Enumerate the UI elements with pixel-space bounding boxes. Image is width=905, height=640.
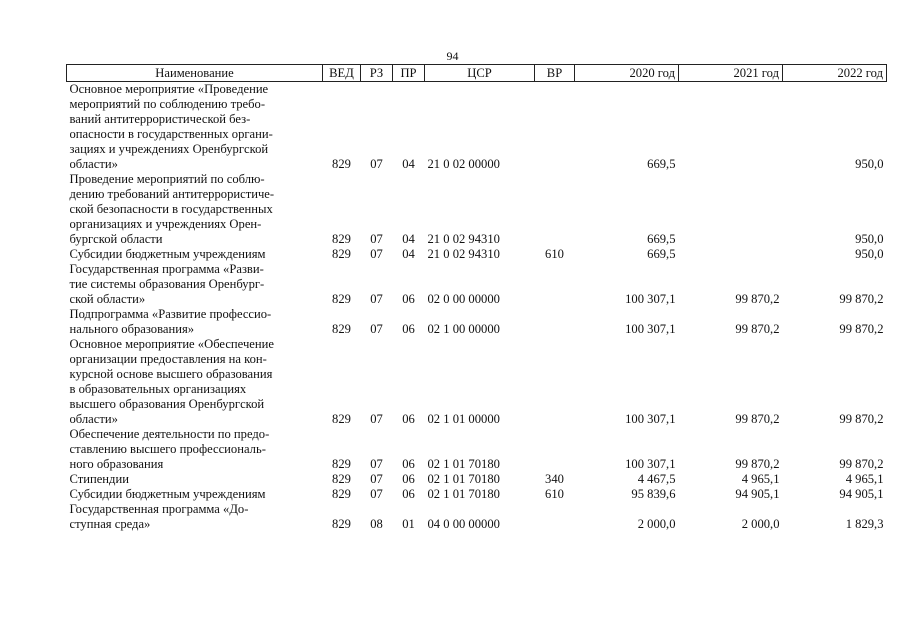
name-line: дению требований антитеррористиче- (69, 187, 275, 201)
name-line: ступная среда» (69, 517, 151, 531)
cell-pr: 04 (402, 157, 415, 171)
cell-2020: 100 307,1 (625, 292, 676, 306)
cell-ved: 829 (332, 457, 351, 471)
header-name: Наименование (67, 65, 323, 82)
name-line: Обеспечение деятельности по предо- (69, 427, 270, 441)
cell-name (67, 472, 323, 487)
cell-2021 (679, 82, 783, 173)
cell-2022: 4 965,1 (845, 472, 884, 486)
cell-2022: 99 870,2 (839, 457, 884, 471)
cell-csr: 02 0 00 00000 (427, 292, 500, 306)
name-line: Государственная программа «Разви- (69, 262, 264, 276)
name-line: Подпрограмма «Развитие профессио- (69, 307, 272, 321)
name-line: в образовательных организациях (69, 382, 247, 396)
cell-vr (535, 307, 575, 337)
cell-pr: 06 (402, 412, 415, 426)
name-line: Основное мероприятие «Обеспечение (69, 337, 274, 351)
cell-rz: 08 (370, 517, 383, 531)
cell-ved: 829 (332, 232, 351, 246)
cell-vr (535, 82, 575, 173)
cell-rz: 07 (370, 157, 383, 171)
name-line: Основное мероприятие «Проведение (69, 82, 269, 96)
cell-2020: 100 307,1 (625, 322, 676, 336)
name-line: нального образования» (69, 322, 195, 336)
cell-name (67, 307, 323, 337)
table-row (67, 427, 887, 472)
cell-2022: 1 829,3 (845, 517, 884, 531)
name-line: зациях и учреждениях Оренбургской (69, 142, 269, 156)
header-2020: 2020 год (575, 65, 679, 82)
cell-ved: 829 (332, 247, 351, 261)
cell-rz: 07 (370, 472, 383, 486)
name-line: организации предоставления на кон- (69, 352, 267, 366)
table-row (67, 337, 887, 427)
cell-2022: 99 870,2 (839, 322, 884, 336)
cell-2022: 99 870,2 (839, 292, 884, 306)
header-ved: ВЕД (323, 65, 361, 82)
cell-2021: 94 905,1 (735, 487, 780, 501)
name-line: Субсидии бюджетным учреждениям (69, 247, 266, 261)
name-line: ставлению высшего профессиональ- (69, 442, 266, 456)
table-header (67, 65, 887, 82)
cell-2022: 950,0 (855, 157, 884, 171)
cell-2020: 4 467,5 (637, 472, 676, 486)
cell-2020: 95 839,6 (631, 487, 676, 501)
cell-csr: 21 0 02 00000 (427, 157, 500, 171)
cell-2020: 2 000,0 (637, 517, 676, 531)
cell-pr: 06 (402, 472, 415, 486)
cell-vr (535, 172, 575, 247)
cell-csr: 02 1 00 00000 (427, 322, 500, 336)
cell-name (67, 262, 323, 307)
cell-2021: 99 870,2 (735, 412, 780, 426)
cell-2021: 99 870,2 (735, 322, 780, 336)
name-line: тие системы образования Оренбург- (69, 277, 265, 291)
name-line: организациях и учреждениях Орен- (69, 217, 262, 231)
name-line: мероприятий по соблюдению требо- (69, 97, 266, 111)
table-row (67, 502, 887, 532)
name-line: ской безопасности в государственных (69, 202, 273, 216)
cell-pr: 06 (402, 457, 415, 471)
cell-2021: 4 965,1 (741, 472, 780, 486)
header-2022: 2022 год (783, 65, 887, 82)
budget-table (66, 64, 887, 532)
cell-2020: 100 307,1 (625, 457, 676, 471)
cell-2021 (679, 172, 783, 247)
cell-2020: 669,5 (647, 232, 676, 246)
cell-vr (535, 502, 575, 532)
cell-pr: 06 (402, 292, 415, 306)
table-row (67, 487, 887, 502)
name-line: курсной основе высшего образования (69, 367, 273, 381)
name-line: ваний антитеррористической без- (69, 112, 251, 126)
cell-vr (535, 337, 575, 427)
cell-name (67, 487, 323, 502)
cell-rz: 07 (370, 292, 383, 306)
cell-rz: 07 (370, 322, 383, 336)
name-line: Государственная программа «До- (69, 502, 249, 516)
cell-name (67, 247, 323, 262)
header-vr: ВР (535, 65, 575, 82)
header-rz: РЗ (361, 65, 393, 82)
table-row (67, 472, 887, 487)
cell-2020: 669,5 (647, 157, 676, 171)
cell-vr: 610 (545, 247, 564, 261)
name-line: Проведение мероприятий по соблю- (69, 172, 265, 186)
cell-ved: 829 (332, 517, 351, 531)
cell-pr: 06 (402, 487, 415, 501)
cell-ved: 829 (332, 487, 351, 501)
cell-ved: 829 (332, 157, 351, 171)
header-2021: 2021 год (679, 65, 783, 82)
cell-rz: 07 (370, 247, 383, 261)
page-number: 94 (446, 49, 459, 63)
cell-csr: 02 1 01 70180 (427, 472, 500, 486)
cell-vr (535, 427, 575, 472)
cell-csr: 02 1 01 00000 (427, 412, 500, 426)
header-csr: ЦСР (425, 65, 535, 82)
cell-2020: 669,5 (647, 247, 676, 261)
cell-2020: 100 307,1 (625, 412, 676, 426)
cell-vr: 340 (545, 472, 564, 486)
cell-name (67, 502, 323, 532)
cell-rz: 07 (370, 412, 383, 426)
cell-2021: 2 000,0 (741, 517, 780, 531)
cell-2022: 950,0 (855, 247, 884, 261)
cell-name (67, 172, 323, 247)
table-row (67, 82, 887, 173)
cell-2022: 94 905,1 (839, 487, 884, 501)
table-body (67, 82, 887, 533)
name-line: высшего образования Оренбургской (69, 397, 265, 411)
cell-ved: 829 (332, 472, 351, 486)
cell-pr: 06 (402, 322, 415, 336)
name-line: области» (69, 412, 118, 426)
cell-ved: 829 (332, 412, 351, 426)
cell-csr: 02 1 01 70180 (427, 457, 500, 471)
cell-pr: 04 (402, 232, 415, 246)
cell-rz: 07 (370, 487, 383, 501)
name-line: Стипендии (69, 472, 129, 486)
cell-rz: 07 (370, 457, 383, 471)
name-line: бургской области (69, 232, 163, 246)
table-row (67, 247, 887, 262)
cell-name (67, 82, 323, 173)
name-line: Субсидии бюджетным учреждениям (69, 487, 266, 501)
cell-csr: 04 0 00 00000 (427, 517, 500, 531)
name-line: опасности в государственных органи- (69, 127, 273, 141)
cell-2022: 950,0 (855, 232, 884, 246)
cell-csr: 21 0 02 94310 (427, 247, 500, 261)
cell-vr: 610 (545, 487, 564, 501)
cell-pr: 01 (402, 517, 415, 531)
cell-2021 (679, 247, 783, 262)
cell-name (67, 337, 323, 427)
cell-2021: 99 870,2 (735, 457, 780, 471)
cell-rz: 07 (370, 232, 383, 246)
cell-ved: 829 (332, 292, 351, 306)
name-line: ской области» (69, 292, 146, 306)
header-pr: ПР (393, 65, 425, 82)
cell-ved: 829 (332, 322, 351, 336)
name-line: ного образования (69, 457, 164, 471)
cell-vr (535, 262, 575, 307)
cell-csr: 21 0 02 94310 (427, 232, 500, 246)
table-row (67, 307, 887, 337)
cell-name (67, 427, 323, 472)
cell-2022: 99 870,2 (839, 412, 884, 426)
table-row (67, 262, 887, 307)
cell-pr: 04 (402, 247, 415, 261)
name-line: области» (69, 157, 118, 171)
cell-2021: 99 870,2 (735, 292, 780, 306)
cell-csr: 02 1 01 70180 (427, 487, 500, 501)
table-row (67, 172, 887, 247)
